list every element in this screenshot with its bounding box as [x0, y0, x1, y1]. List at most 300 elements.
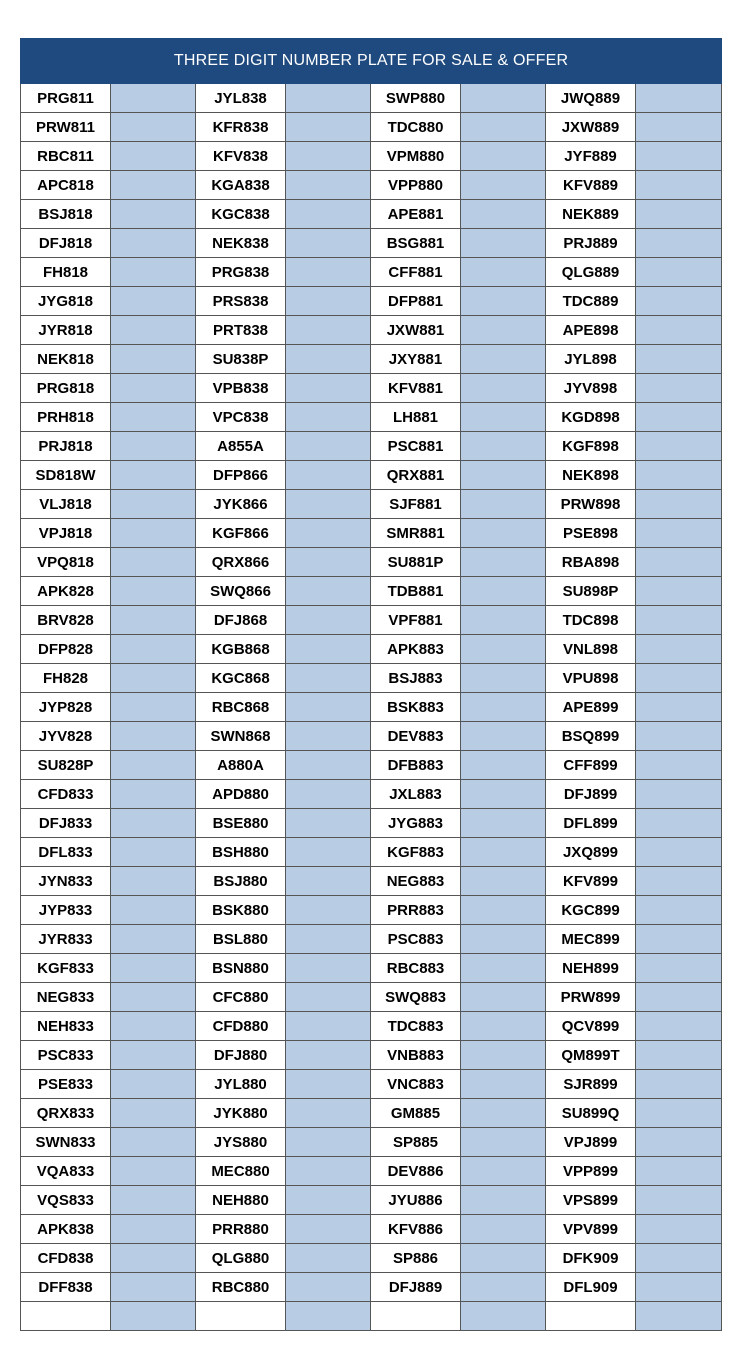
offer-cell — [636, 1099, 722, 1128]
plate-number-cell: A880A — [196, 751, 286, 780]
offer-cell — [286, 954, 371, 983]
offer-cell — [286, 577, 371, 606]
plate-number-cell: KFV899 — [546, 867, 636, 896]
plate-number-cell — [196, 1302, 286, 1331]
plate-number-cell: DFJ833 — [21, 809, 111, 838]
plate-number-cell: VPC838 — [196, 403, 286, 432]
offer-cell — [461, 258, 546, 287]
plate-number-cell: MEC880 — [196, 1157, 286, 1186]
plate-number-cell: KGF883 — [371, 838, 461, 867]
offer-cell — [636, 1186, 722, 1215]
plate-number-cell: VPF881 — [371, 606, 461, 635]
plate-number-cell: JYU886 — [371, 1186, 461, 1215]
plate-number-cell: BSJ883 — [371, 664, 461, 693]
offer-cell — [111, 606, 196, 635]
offer-cell — [111, 548, 196, 577]
offer-cell — [286, 1157, 371, 1186]
plate-number-cell: DFJ899 — [546, 780, 636, 809]
plate-number-cell: SWN868 — [196, 722, 286, 751]
offer-cell — [461, 809, 546, 838]
plate-number-cell: RBA898 — [546, 548, 636, 577]
plate-number-cell: PRH818 — [21, 403, 111, 432]
offer-cell — [111, 287, 196, 316]
plate-number-cell: CFD833 — [21, 780, 111, 809]
plate-number-cell: BRV828 — [21, 606, 111, 635]
offer-cell — [286, 838, 371, 867]
plate-number-cell: JXL883 — [371, 780, 461, 809]
plate-number-cell: VPJ899 — [546, 1128, 636, 1157]
offer-cell — [286, 229, 371, 258]
plate-number-cell: JYF889 — [546, 142, 636, 171]
plate-number-cell: APE898 — [546, 316, 636, 345]
table-row — [21, 1041, 722, 1070]
offer-cell — [636, 1157, 722, 1186]
plate-number-cell: KFV838 — [196, 142, 286, 171]
offer-cell — [286, 345, 371, 374]
offer-cell — [461, 751, 546, 780]
offer-cell — [286, 722, 371, 751]
offer-cell — [461, 1302, 546, 1331]
offer-cell — [111, 1012, 196, 1041]
offer-cell — [286, 1302, 371, 1331]
plate-number-cell: VPJ818 — [21, 519, 111, 548]
offer-cell — [286, 751, 371, 780]
offer-cell — [286, 548, 371, 577]
plate-number-cell: CFF899 — [546, 751, 636, 780]
offer-cell — [111, 983, 196, 1012]
plate-number-cell: SD818W — [21, 461, 111, 490]
offer-cell — [461, 403, 546, 432]
offer-cell — [286, 403, 371, 432]
plate-number-cell: VPU898 — [546, 664, 636, 693]
offer-cell — [286, 896, 371, 925]
table-row — [21, 432, 722, 461]
offer-cell — [461, 519, 546, 548]
plate-number-cell: JYK880 — [196, 1099, 286, 1128]
plate-number-cell: SJR899 — [546, 1070, 636, 1099]
offer-cell — [286, 432, 371, 461]
plate-listing-table — [20, 38, 722, 1331]
plate-number-cell: KGD898 — [546, 403, 636, 432]
plate-number-cell: JYL880 — [196, 1070, 286, 1099]
offer-cell — [461, 1012, 546, 1041]
offer-cell — [111, 867, 196, 896]
plate-number-cell: DFL833 — [21, 838, 111, 867]
plate-number-cell: JXW881 — [371, 316, 461, 345]
offer-cell — [461, 1215, 546, 1244]
plate-number-cell: QM899T — [546, 1041, 636, 1070]
offer-cell — [636, 1302, 722, 1331]
offer-cell — [636, 780, 722, 809]
offer-cell — [111, 954, 196, 983]
offer-cell — [286, 1186, 371, 1215]
offer-cell — [636, 316, 722, 345]
plate-number-cell: SWN833 — [21, 1128, 111, 1157]
plate-number-cell: PRG838 — [196, 258, 286, 287]
offer-cell — [111, 461, 196, 490]
plate-number-cell: BSK883 — [371, 693, 461, 722]
offer-cell — [636, 200, 722, 229]
plate-number-cell: BSJ880 — [196, 867, 286, 896]
plate-number-cell: GM885 — [371, 1099, 461, 1128]
table-row — [21, 983, 722, 1012]
plate-number-cell: KFV886 — [371, 1215, 461, 1244]
offer-cell — [636, 925, 722, 954]
offer-cell — [461, 374, 546, 403]
plate-number-cell: NEH833 — [21, 1012, 111, 1041]
offer-cell — [636, 1070, 722, 1099]
offer-cell — [636, 809, 722, 838]
table-row — [21, 519, 722, 548]
plate-number-cell: PSE898 — [546, 519, 636, 548]
plate-number-cell: APK838 — [21, 1215, 111, 1244]
offer-cell — [111, 113, 196, 142]
offer-cell — [286, 635, 371, 664]
offer-cell — [461, 316, 546, 345]
plate-number-cell: SU881P — [371, 548, 461, 577]
table-row — [21, 316, 722, 345]
plate-number-cell: BSH880 — [196, 838, 286, 867]
plate-number-cell: DEV886 — [371, 1157, 461, 1186]
table-row — [21, 229, 722, 258]
offer-cell — [111, 722, 196, 751]
offer-cell — [636, 374, 722, 403]
plate-number-cell: SU838P — [196, 345, 286, 374]
offer-cell — [636, 1128, 722, 1157]
offer-cell — [461, 896, 546, 925]
plate-number-cell: PRR880 — [196, 1215, 286, 1244]
plate-number-cell: SJF881 — [371, 490, 461, 519]
plate-number-cell: DFJ889 — [371, 1273, 461, 1302]
plate-number-cell: JYR833 — [21, 925, 111, 954]
plate-number-cell: TDC883 — [371, 1012, 461, 1041]
plate-number-cell: SMR881 — [371, 519, 461, 548]
offer-cell — [636, 838, 722, 867]
plate-number-cell: PRW899 — [546, 983, 636, 1012]
offer-cell — [111, 1244, 196, 1273]
plate-number-cell: KFV881 — [371, 374, 461, 403]
plate-number-cell: FH828 — [21, 664, 111, 693]
plate-number-cell: DFP866 — [196, 461, 286, 490]
plate-number-cell: JYR818 — [21, 316, 111, 345]
offer-cell — [461, 461, 546, 490]
plate-number-cell: BSL880 — [196, 925, 286, 954]
offer-cell — [461, 432, 546, 461]
plate-number-cell: JXW889 — [546, 113, 636, 142]
table-row — [21, 374, 722, 403]
table-row — [21, 548, 722, 577]
plate-number-cell: DFP828 — [21, 635, 111, 664]
plate-number-cell: NEG883 — [371, 867, 461, 896]
offer-cell — [111, 809, 196, 838]
plate-number-cell: BSG881 — [371, 229, 461, 258]
offer-cell — [636, 548, 722, 577]
offer-cell — [286, 374, 371, 403]
offer-cell — [461, 171, 546, 200]
offer-cell — [636, 577, 722, 606]
table-row — [21, 1244, 722, 1273]
offer-cell — [461, 983, 546, 1012]
offer-cell — [111, 142, 196, 171]
header-row — [21, 39, 722, 84]
offer-cell — [286, 461, 371, 490]
table-row — [21, 1273, 722, 1302]
plate-number-cell: DFF838 — [21, 1273, 111, 1302]
table-row — [21, 577, 722, 606]
offer-cell — [461, 490, 546, 519]
offer-cell — [461, 229, 546, 258]
offer-cell — [111, 403, 196, 432]
offer-cell — [636, 432, 722, 461]
offer-cell — [286, 171, 371, 200]
offer-cell — [111, 519, 196, 548]
offer-cell — [286, 925, 371, 954]
table-title: THREE DIGIT NUMBER PLATE FOR SALE & OFFER — [21, 39, 722, 84]
plate-number-cell: SWP880 — [371, 84, 461, 113]
plate-number-cell — [21, 1302, 111, 1331]
offer-cell — [461, 200, 546, 229]
plate-number-cell: DFP881 — [371, 287, 461, 316]
table-row — [21, 838, 722, 867]
table-row — [21, 171, 722, 200]
plate-number-cell: PSC881 — [371, 432, 461, 461]
offer-cell — [461, 1273, 546, 1302]
table-row — [21, 606, 722, 635]
plate-number-cell: QRX881 — [371, 461, 461, 490]
offer-cell — [111, 490, 196, 519]
offer-cell — [636, 84, 722, 113]
plate-number-cell: DFK909 — [546, 1244, 636, 1273]
table-row — [21, 84, 722, 113]
offer-cell — [636, 345, 722, 374]
plate-number-cell: APC818 — [21, 171, 111, 200]
offer-cell — [636, 722, 722, 751]
table-row — [21, 1302, 722, 1331]
plate-number-cell: MEC899 — [546, 925, 636, 954]
plate-number-cell: QRX833 — [21, 1099, 111, 1128]
table-row — [21, 635, 722, 664]
table-row — [21, 693, 722, 722]
plate-number-cell: DFJ880 — [196, 1041, 286, 1070]
offer-cell — [111, 577, 196, 606]
plate-number-cell: VNC883 — [371, 1070, 461, 1099]
table-row — [21, 809, 722, 838]
offer-cell — [111, 896, 196, 925]
table-row — [21, 142, 722, 171]
plate-number-cell: KFR838 — [196, 113, 286, 142]
plate-number-cell: VPV899 — [546, 1215, 636, 1244]
offer-cell — [636, 142, 722, 171]
offer-cell — [636, 1244, 722, 1273]
plate-number-cell: DFB883 — [371, 751, 461, 780]
table-row — [21, 1215, 722, 1244]
plate-number-cell: JXY881 — [371, 345, 461, 374]
plate-number-cell: PRG811 — [21, 84, 111, 113]
offer-cell — [636, 751, 722, 780]
plate-number-cell: KGC899 — [546, 896, 636, 925]
plate-number-cell: BSQ899 — [546, 722, 636, 751]
offer-cell — [286, 258, 371, 287]
plate-number-cell: PRS838 — [196, 287, 286, 316]
offer-cell — [636, 229, 722, 258]
offer-cell — [461, 925, 546, 954]
offer-cell — [636, 635, 722, 664]
plate-number-cell: VPB838 — [196, 374, 286, 403]
offer-cell — [286, 316, 371, 345]
table-row — [21, 287, 722, 316]
plate-number-cell — [371, 1302, 461, 1331]
offer-cell — [636, 403, 722, 432]
plate-number-cell: JXQ899 — [546, 838, 636, 867]
plate-number-cell: VPS899 — [546, 1186, 636, 1215]
plate-number-cell: VQS833 — [21, 1186, 111, 1215]
offer-cell — [636, 1273, 722, 1302]
plate-number-cell: RBC880 — [196, 1273, 286, 1302]
plate-number-cell: RBC868 — [196, 693, 286, 722]
offer-cell — [461, 838, 546, 867]
plate-number-cell: BSJ818 — [21, 200, 111, 229]
offer-cell — [461, 780, 546, 809]
plate-number-cell: SWQ866 — [196, 577, 286, 606]
offer-cell — [461, 113, 546, 142]
plate-number-cell: KFV889 — [546, 171, 636, 200]
plate-number-cell: A855A — [196, 432, 286, 461]
offer-cell — [111, 664, 196, 693]
plate-number-cell: NEH899 — [546, 954, 636, 983]
offer-cell — [286, 606, 371, 635]
offer-cell — [636, 258, 722, 287]
plate-number-cell: PRT838 — [196, 316, 286, 345]
plate-number-cell: QLG889 — [546, 258, 636, 287]
plate-number-cell: SU828P — [21, 751, 111, 780]
plate-number-cell: LH881 — [371, 403, 461, 432]
offer-cell — [111, 229, 196, 258]
plate-number-cell: RBC811 — [21, 142, 111, 171]
plate-number-cell: KGF833 — [21, 954, 111, 983]
plate-number-cell: JYP828 — [21, 693, 111, 722]
plate-number-cell: KGC868 — [196, 664, 286, 693]
plate-number-cell: SP885 — [371, 1128, 461, 1157]
plate-number-cell: FH818 — [21, 258, 111, 287]
offer-cell — [461, 548, 546, 577]
offer-cell — [461, 287, 546, 316]
offer-cell — [461, 635, 546, 664]
plate-number-cell: PRW898 — [546, 490, 636, 519]
offer-cell — [461, 722, 546, 751]
table-row — [21, 403, 722, 432]
offer-cell — [111, 345, 196, 374]
plate-number-cell: DEV883 — [371, 722, 461, 751]
plate-number-cell: APD880 — [196, 780, 286, 809]
plate-number-cell: PSC883 — [371, 925, 461, 954]
offer-cell — [111, 925, 196, 954]
plate-number-cell: BSK880 — [196, 896, 286, 925]
plate-number-cell: JYS880 — [196, 1128, 286, 1157]
offer-cell — [636, 1215, 722, 1244]
plate-number-cell: DFJ818 — [21, 229, 111, 258]
offer-cell — [636, 664, 722, 693]
offer-cell — [286, 1070, 371, 1099]
table-row — [21, 925, 722, 954]
plate-number-cell: VLJ818 — [21, 490, 111, 519]
offer-cell — [461, 345, 546, 374]
plate-number-cell: DFL899 — [546, 809, 636, 838]
table-row — [21, 896, 722, 925]
offer-cell — [286, 983, 371, 1012]
offer-cell — [461, 867, 546, 896]
offer-cell — [111, 1099, 196, 1128]
plate-number-cell: PRW811 — [21, 113, 111, 142]
plate-number-cell: TDC880 — [371, 113, 461, 142]
plate-number-cell: JYG818 — [21, 287, 111, 316]
plate-number-cell: KGF866 — [196, 519, 286, 548]
plate-number-cell: JYK866 — [196, 490, 286, 519]
plate-number-cell — [546, 1302, 636, 1331]
offer-cell — [111, 1273, 196, 1302]
offer-cell — [636, 983, 722, 1012]
table-row — [21, 1012, 722, 1041]
offer-cell — [111, 171, 196, 200]
offer-cell — [286, 142, 371, 171]
offer-cell — [111, 1157, 196, 1186]
offer-cell — [636, 171, 722, 200]
offer-cell — [111, 1302, 196, 1331]
plate-number-cell: APE899 — [546, 693, 636, 722]
plate-number-cell: APK828 — [21, 577, 111, 606]
offer-cell — [286, 780, 371, 809]
plate-number-cell: VNB883 — [371, 1041, 461, 1070]
offer-cell — [111, 635, 196, 664]
offer-cell — [111, 1128, 196, 1157]
offer-cell — [636, 113, 722, 142]
plate-number-cell: KGA838 — [196, 171, 286, 200]
plate-number-cell: DFJ868 — [196, 606, 286, 635]
offer-cell — [636, 1012, 722, 1041]
plate-number-cell: JYN833 — [21, 867, 111, 896]
table-row — [21, 867, 722, 896]
offer-cell — [286, 287, 371, 316]
table-row — [21, 258, 722, 287]
plate-number-cell: NEK838 — [196, 229, 286, 258]
plate-number-cell: APE881 — [371, 200, 461, 229]
plate-number-cell: QLG880 — [196, 1244, 286, 1273]
plate-number-cell: BSN880 — [196, 954, 286, 983]
offer-cell — [461, 1070, 546, 1099]
table-row — [21, 490, 722, 519]
plate-number-cell: PRG818 — [21, 374, 111, 403]
plate-number-cell: TDC898 — [546, 606, 636, 635]
plate-number-cell: TDC889 — [546, 287, 636, 316]
plate-number-cell: JYL898 — [546, 345, 636, 374]
offer-cell — [286, 809, 371, 838]
table-row — [21, 200, 722, 229]
offer-cell — [461, 577, 546, 606]
plate-number-cell: JYV828 — [21, 722, 111, 751]
plate-number-cell: NEK818 — [21, 345, 111, 374]
offer-cell — [286, 867, 371, 896]
offer-cell — [636, 896, 722, 925]
offer-cell — [111, 84, 196, 113]
offer-cell — [286, 1244, 371, 1273]
plate-number-cell: KGB868 — [196, 635, 286, 664]
plate-number-cell: PRR883 — [371, 896, 461, 925]
offer-cell — [461, 1099, 546, 1128]
offer-cell — [461, 84, 546, 113]
offer-cell — [461, 606, 546, 635]
plate-number-cell: JYG883 — [371, 809, 461, 838]
plate-number-cell: VPQ818 — [21, 548, 111, 577]
offer-cell — [636, 867, 722, 896]
